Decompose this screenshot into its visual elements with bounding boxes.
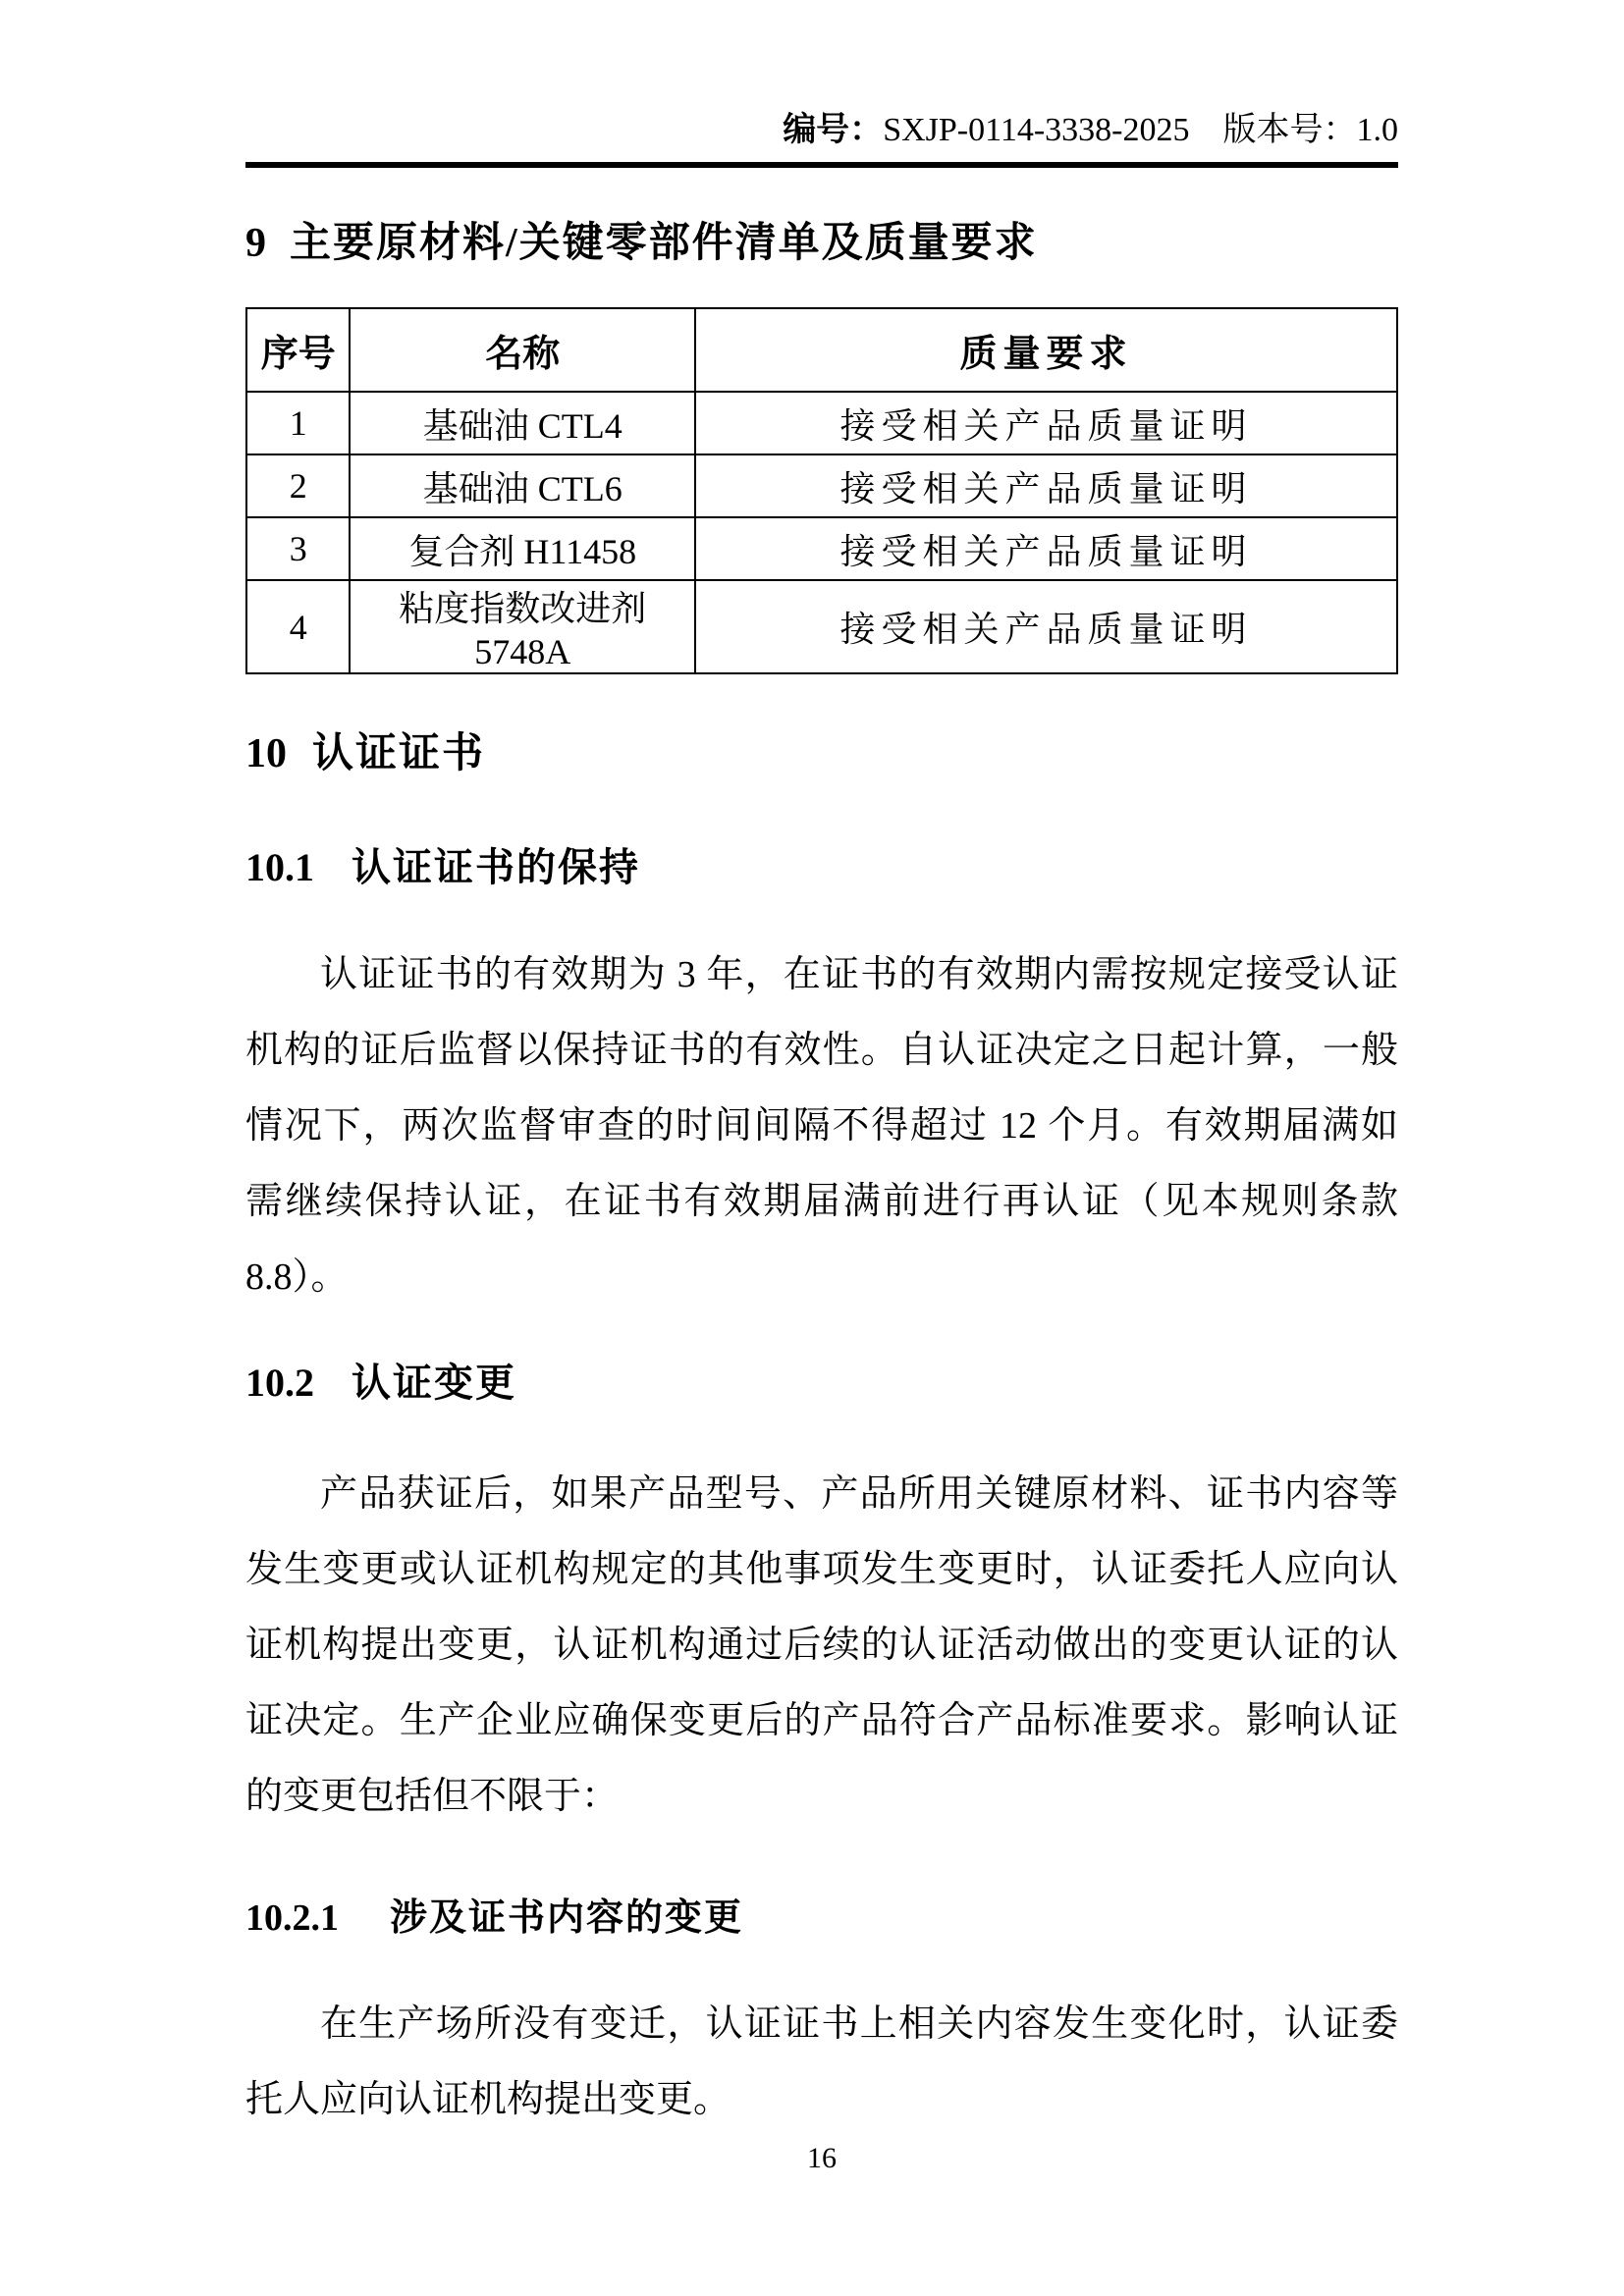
page-number: 16 xyxy=(807,2142,837,2174)
table-header-row xyxy=(246,308,1397,392)
cell-seq: 3 xyxy=(246,517,350,580)
paragraph-line: 的变更包括但不限于： xyxy=(245,1776,620,1817)
paragraph-line: 认证证书的有效期为 3 年，在证书的有效期内需按规定接受认证 xyxy=(320,954,1398,995)
section-10-1-heading xyxy=(245,845,1398,890)
para-10-1 xyxy=(245,937,1398,1315)
table-row xyxy=(246,517,1397,580)
section-10-2-title: 认证变更 xyxy=(352,1361,516,1405)
cell-name: 粘度指数改进剂 5748A xyxy=(350,580,695,673)
section-10-2-number: 10.2 xyxy=(245,1361,314,1405)
table-row xyxy=(246,580,1397,673)
cell-name: 基础油 CTL6 xyxy=(350,454,695,517)
cell-seq: 4 xyxy=(246,580,350,673)
paragraph-line: 发生变更或认证机构规定的其他事项发生变更时，认证委托人应向认 xyxy=(245,1549,1398,1590)
section-9-heading xyxy=(245,221,1398,266)
paragraph-line: 8.8）。 xyxy=(245,1256,349,1298)
cell-seq: 1 xyxy=(246,392,350,454)
cell-quality: 接受相关产品质量证明 xyxy=(695,580,1397,673)
version-label: 版本号： xyxy=(1222,112,1357,148)
version-value: 1.0 xyxy=(1356,112,1398,148)
page-content xyxy=(245,0,1398,2175)
table-row xyxy=(246,454,1397,517)
para-10-2 xyxy=(245,1457,1398,1835)
cell-quality: 接受相关产品质量证明 xyxy=(695,454,1397,517)
section-9-number: 9 xyxy=(245,221,266,266)
cell-name: 基础油 CTL4 xyxy=(350,392,695,454)
section-10-1-number: 10.1 xyxy=(245,845,314,889)
cell-name: 复合剂 H11458 xyxy=(350,517,695,580)
section-10-2-1-heading xyxy=(245,1896,1398,1941)
table-header-name: 名称 xyxy=(350,308,695,392)
paragraph-line: 证决定。生产企业应确保变更后的产品符合产品标准要求。影响认证 xyxy=(245,1700,1398,1741)
paragraph-line: 在生产场所没有变迁，认证证书上相关内容发生变化时，认证委 xyxy=(320,2003,1398,2045)
document-header xyxy=(245,0,1398,168)
table-row xyxy=(246,392,1397,454)
section-10-2-1-number: 10.2.1 xyxy=(245,1897,339,1939)
section-10-heading xyxy=(245,731,1398,776)
paragraph-line: 需继续保持认证，在证书有效期届满前进行再认证（见本规则条款 xyxy=(245,1181,1398,1222)
cell-quality: 接受相关产品质量证明 xyxy=(695,517,1397,580)
paragraph-line: 证机构提出变更，认证机构通过后续的认证活动做出的变更认证的认 xyxy=(245,1625,1398,1666)
section-9-title: 主要原材料/关键零部件清单及质量要求 xyxy=(290,221,1038,266)
section-10-title: 认证证书 xyxy=(312,731,486,776)
table-header-quality: 质量要求 xyxy=(695,308,1397,392)
section-10-2-heading xyxy=(245,1361,1398,1406)
table-header-seq: 序号 xyxy=(246,308,350,392)
section-10-number: 10 xyxy=(245,731,287,776)
cell-quality: 接受相关产品质量证明 xyxy=(695,392,1397,454)
paragraph-line: 情况下，两次监督审查的时间间隔不得超过 12 个月。有效期届满如 xyxy=(245,1105,1398,1147)
section-10-2-1-title: 涉及证书内容的变更 xyxy=(390,1897,744,1939)
section-10-1-title: 认证证书的保持 xyxy=(352,845,640,889)
materials-table xyxy=(245,307,1398,674)
doc-number-value: SXJP-0114-3338-2025 xyxy=(883,112,1190,148)
para-10-2-1 xyxy=(245,1987,1398,2138)
paragraph-line: 托人应向认证机构提出变更。 xyxy=(245,2079,731,2120)
doc-number-label: 编号： xyxy=(783,111,884,148)
cell-seq: 2 xyxy=(246,454,350,517)
paragraph-line: 机构的证后监督以保持证书的有效性。自认证决定之日起计算，一般 xyxy=(245,1030,1398,1071)
paragraph-line: 产品获证后，如果产品型号、产品所用关键原材料、证书内容等 xyxy=(320,1473,1398,1515)
